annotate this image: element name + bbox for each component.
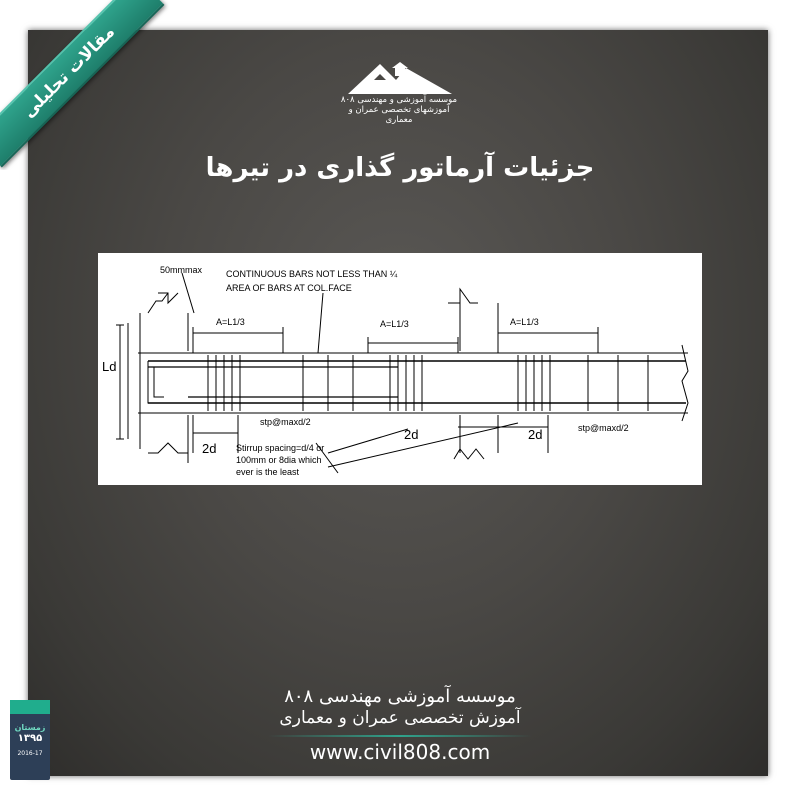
label-ld: Ld <box>102 359 117 374</box>
logo-line-2: آموزشهای تخصصی عمران و معماری <box>348 105 450 125</box>
footer-institute-name: موسسه آموزشی مهندسی ۸۰۸ <box>284 686 516 707</box>
tag-year: ۱۳۹۵ <box>17 733 43 744</box>
label-2d-left: 2d <box>202 441 217 456</box>
middle-column-top <box>448 289 478 303</box>
label-stirrup-1: Stirrup spacing=d/4 or <box>236 443 325 453</box>
label-a-left: A=L1/3 <box>216 317 245 327</box>
logo-text <box>340 95 458 125</box>
season-tag <box>10 700 50 780</box>
footer-divider <box>268 735 532 737</box>
label-2d-mid: 2d <box>404 427 419 442</box>
leader-50mm <box>182 273 194 313</box>
logo-line-1: موسسه آموزشی و مهندسی ۸۰۸ <box>340 95 458 105</box>
corner-ribbon <box>0 0 170 170</box>
note-line-1: CONTINUOUS BARS NOT LESS THAN ¼ <box>226 269 398 279</box>
label-a-mid: A=L1/3 <box>380 319 409 329</box>
label-stp-right: stp@maxd/2 <box>578 423 629 433</box>
leader-note <box>318 293 323 353</box>
ribbon-label: مقالات تحلیلی <box>0 0 164 167</box>
page-title: جزئیات آرماتور گذاری در تیرها <box>205 153 595 183</box>
label-50mm: 50mmmax <box>160 265 203 275</box>
label-stirrup-3: ever is the least <box>236 467 300 477</box>
tag-season: زمستان <box>14 723 46 732</box>
label-2d-right: 2d <box>528 427 543 442</box>
tag-range: 2016-17 <box>17 750 43 757</box>
leader-2 <box>328 429 408 453</box>
beam-reinforcement-drawing <box>98 253 702 485</box>
footer-subtitle: آموزش تخصصی عمران و معماری <box>279 708 521 728</box>
leader-3 <box>328 423 518 467</box>
right-break-line <box>682 345 688 421</box>
label-stp-left: stp@maxd/2 <box>260 417 311 427</box>
label-a-right: A=L1/3 <box>510 317 539 327</box>
label-stirrup-2: 100mm or 8dia which <box>236 455 322 465</box>
note-line-2: AREA OF BARS AT COL.FACE <box>226 283 352 293</box>
footer-url[interactable]: www.civil808.com <box>309 740 491 764</box>
